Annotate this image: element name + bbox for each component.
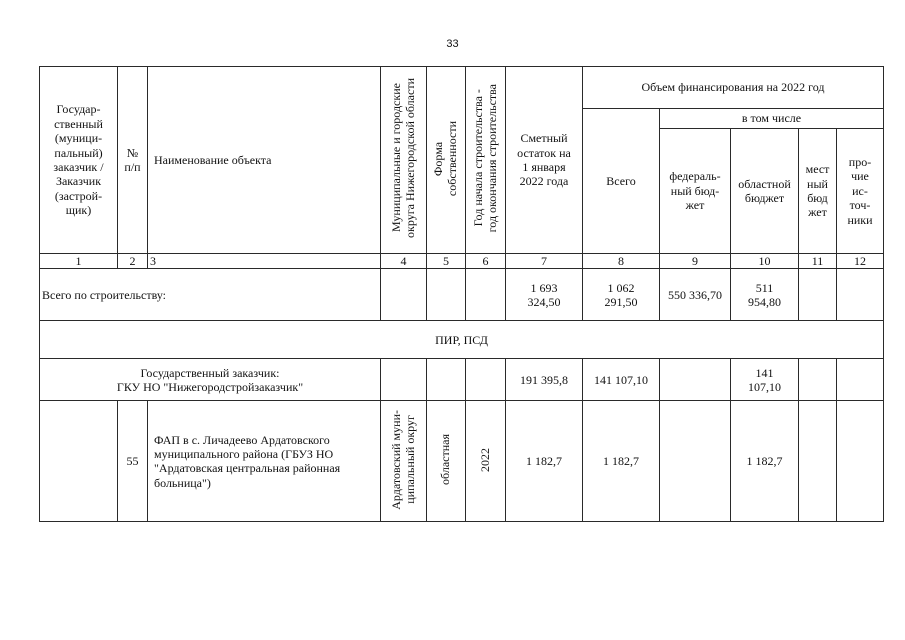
empty-cell: [799, 269, 837, 321]
header-estimate-balance: Сметный остаток на 1 января 2022 года: [506, 67, 583, 254]
header-federal: федераль- ный бюд- жет: [660, 129, 731, 254]
empty-cell: [837, 269, 884, 321]
header-years: Год начала строительства - год окончания строительства: [466, 67, 506, 254]
empty-cell: [799, 359, 837, 401]
object-estimate: 1 182,7: [506, 401, 583, 522]
col-number: 12: [837, 254, 884, 269]
section-title: ПИР, ПСД: [40, 321, 884, 359]
empty-cell: [40, 401, 118, 522]
empty-cell: [660, 359, 731, 401]
empty-cell: [837, 359, 884, 401]
header-other: про- чие ис- точ- ники: [837, 129, 884, 254]
col-number: 2: [118, 254, 148, 269]
col-number: 7: [506, 254, 583, 269]
object-name: ФАП в с. Личадеево Ардатовского муниципального района (ГБУЗ НО "Ардатовская центральная районная больница"): [148, 401, 381, 522]
total-label: Всего по строительству:: [40, 269, 381, 321]
empty-cell: [381, 359, 427, 401]
object-total: 1 182,7: [583, 401, 660, 522]
object-year: 2022: [466, 401, 506, 522]
empty-cell: [381, 269, 427, 321]
empty-cell: [466, 359, 506, 401]
header-district: Муниципальные и городские округа Нижегородской области: [381, 67, 427, 254]
header-object-name: Наименование объекта: [148, 67, 381, 254]
header-regional: областной бюджет: [731, 129, 799, 254]
object-ownership: областная: [427, 401, 466, 522]
header-local: мест ный бюд жет: [799, 129, 837, 254]
col-number: 9: [660, 254, 731, 269]
column-numbers-row: [40, 254, 884, 269]
col-number: 6: [466, 254, 506, 269]
col-number: 5: [427, 254, 466, 269]
customer-row: [40, 359, 884, 401]
col-number: 10: [731, 254, 799, 269]
customer-label: Государственный заказчик: ГКУ НО "Нижегородстройзаказчик": [40, 359, 381, 401]
customer-regional: 141 107,10: [731, 359, 799, 401]
empty-cell: [466, 269, 506, 321]
object-district: Ардатовский муни- ципальный округ: [381, 401, 427, 522]
col-number: 1: [40, 254, 118, 269]
header-customer: Государ- ственный (муници- пальный) заказчик / Заказчик (застрой- щик): [40, 67, 118, 254]
header-total: Всего: [583, 109, 660, 254]
col-number: 11: [799, 254, 837, 269]
header-funding: Объем финансирования на 2022 год: [583, 67, 884, 109]
col-number: 8: [583, 254, 660, 269]
header-number: № п/п: [118, 67, 148, 254]
page-number: 33: [446, 38, 459, 50]
header-including: в том числе: [660, 109, 884, 129]
object-number: 55: [118, 401, 148, 522]
empty-cell: [799, 401, 837, 522]
empty-cell: [837, 401, 884, 522]
header-ownership: Форма собственности: [427, 67, 466, 254]
empty-cell: [660, 401, 731, 522]
total-row: [40, 269, 884, 321]
col-number: 3: [148, 254, 381, 269]
total-regional: 511 954,80: [731, 269, 799, 321]
header-row-1: [40, 67, 884, 109]
financing-table: [39, 66, 884, 522]
total-estimate: 1 693 324,50: [506, 269, 583, 321]
total-all: 1 062 291,50: [583, 269, 660, 321]
total-federal: 550 336,70: [660, 269, 731, 321]
object-regional: 1 182,7: [731, 401, 799, 522]
customer-estimate: 191 395,8: [506, 359, 583, 401]
object-row: [40, 401, 884, 522]
empty-cell: [427, 359, 466, 401]
customer-total: 141 107,10: [583, 359, 660, 401]
section-row: [40, 321, 884, 359]
col-number: 4: [381, 254, 427, 269]
empty-cell: [427, 269, 466, 321]
